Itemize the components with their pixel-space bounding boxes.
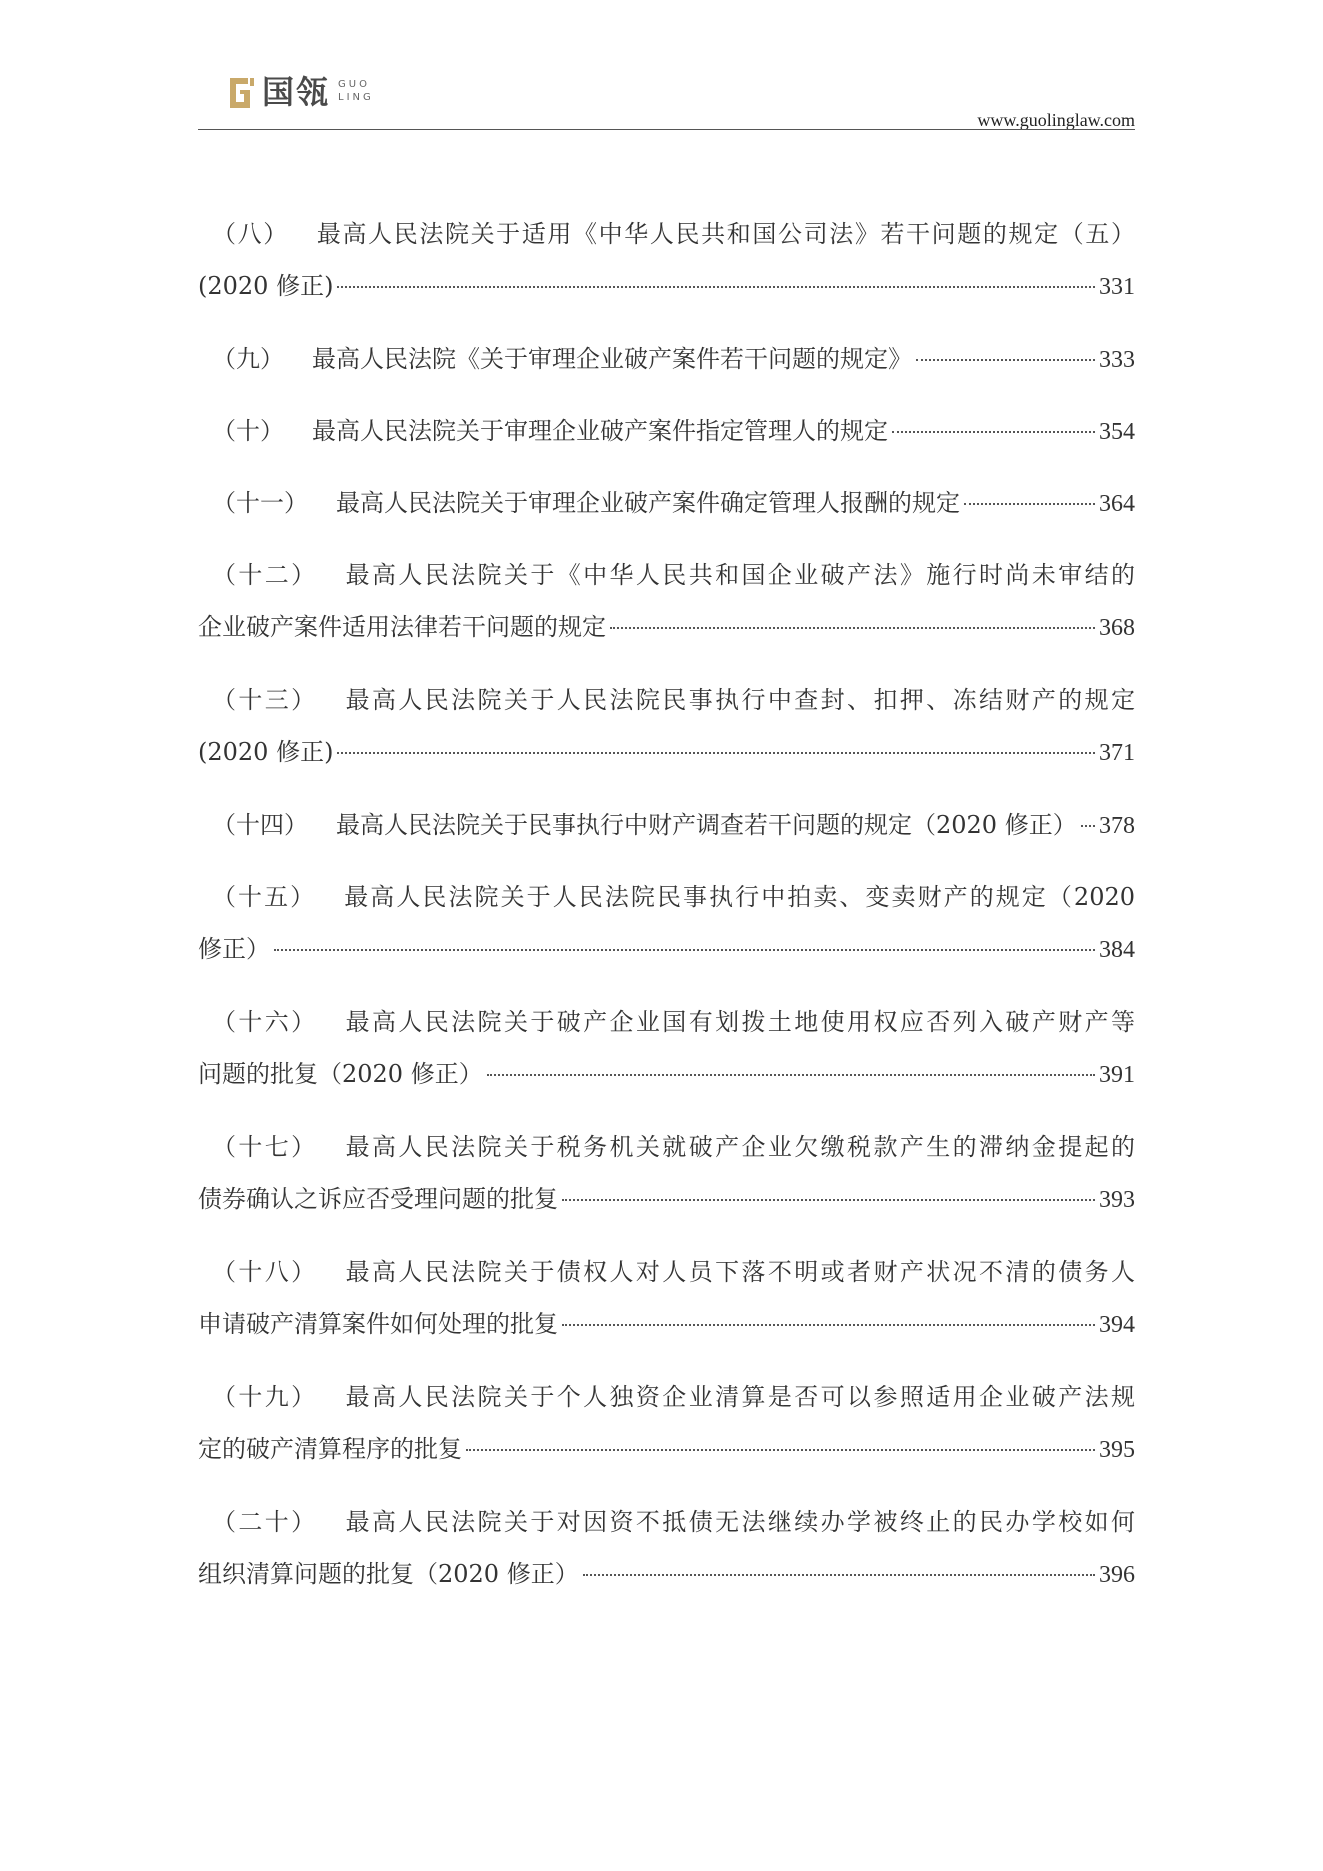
toc-entry-last-line (198, 1048, 1135, 1101)
toc-entry-title: 最高人民法院关于审理企业破产案件确定管理人报酬的规定 (336, 489, 960, 517)
toc-entry-number: （八） (212, 220, 289, 248)
dot-leader (583, 1574, 1095, 1576)
toc-entry-title: 最高人民法院关于民事执行中财产调查若干问题的规定（2020 修正） (336, 811, 1077, 839)
toc-entry-title: (2020 修正) (198, 272, 334, 300)
toc-page-number: 331 (1099, 274, 1135, 300)
toc-page-number: 396 (1099, 1562, 1135, 1588)
toc-entry-number: （十一） (212, 489, 308, 517)
toc-entry-title: 最高人民法院关于《中华人民共和国企业破产法》施行时尚未审结的 (345, 561, 1136, 589)
dot-leader (487, 1074, 1095, 1076)
toc-entry-number: （二十） (212, 1508, 318, 1536)
toc-entry-title: 最高人民法院关于税务机关就破产企业欠缴税款产生的滞纳金提起的 (345, 1133, 1136, 1161)
toc-entry-last-line (198, 799, 1135, 852)
header-divider (198, 129, 1135, 130)
toc-entry-first-line (198, 1371, 1135, 1423)
toc-entry-first-line (198, 1496, 1135, 1548)
toc-entry-last-line (198, 1423, 1135, 1476)
toc-page-number: 378 (1099, 813, 1135, 839)
toc-entry-title: 最高人民法院关于人民法院民事执行中拍卖、变卖财产的规定（2020 (344, 883, 1136, 911)
toc-entry-last-line (198, 477, 1135, 530)
page-header (198, 62, 1135, 132)
toc-entry-last-line (198, 1548, 1135, 1601)
logo-chinese-name: 国瓴 (262, 73, 331, 111)
toc-entry-title: 定的破产清算程序的批复 (198, 1435, 462, 1463)
toc-page-number: 395 (1099, 1437, 1135, 1463)
toc-entry-last-line (198, 405, 1135, 458)
toc-entry-title: 最高人民法院关于对因资不抵债无法继续办学被终止的民办学校如何 (345, 1508, 1136, 1536)
toc-entry-title: 最高人民法院关于审理企业破产案件指定管理人的规定 (312, 417, 888, 445)
toc-entry-title: 最高人民法院关于破产企业国有划拨土地使用权应否列入破产财产等 (345, 1008, 1136, 1036)
logo-english-name (338, 78, 374, 104)
toc-entry-title: (2020 修正) (198, 738, 334, 766)
dot-leader (610, 627, 1095, 629)
dot-leader (1081, 825, 1095, 827)
dot-leader (466, 1449, 1095, 1451)
toc-entry[interactable] (198, 1496, 1135, 1601)
toc-entry-first-line (198, 674, 1135, 726)
toc-entry-last-line (198, 1173, 1135, 1226)
toc-page-number: 368 (1099, 615, 1135, 641)
toc-entry-number: （十二） (212, 561, 318, 589)
toc-entry-last-line (198, 260, 1135, 313)
toc-entry-title: 最高人民法院关于债权人对人员下落不明或者财产状况不清的债务人 (345, 1258, 1136, 1286)
toc-page-number: 393 (1099, 1187, 1135, 1213)
toc-page-number: 384 (1099, 937, 1135, 963)
toc-page-number: 391 (1099, 1062, 1135, 1088)
toc-entry-number: （十五） (212, 883, 317, 911)
toc-entry-title: 修正） (198, 935, 270, 963)
toc-entry[interactable] (198, 477, 1135, 530)
toc-entry[interactable] (198, 549, 1135, 654)
toc-entry-title: 组织清算问题的批复（2020 修正） (198, 1560, 579, 1588)
toc-page-number: 394 (1099, 1312, 1135, 1338)
toc-entry-title: 最高人民法院关于人民法院民事执行中查封、扣押、冻结财产的规定 (345, 686, 1136, 714)
toc-entry-last-line (198, 1298, 1135, 1351)
toc-entry-number: （十四） (212, 811, 308, 839)
dot-leader (337, 752, 1095, 754)
toc-entry-number: （九） (212, 345, 284, 373)
toc-entry-title: 申请破产清算案件如何处理的批复 (198, 1310, 558, 1338)
toc-entry[interactable] (198, 405, 1135, 458)
dot-leader (274, 949, 1095, 951)
toc-entry-first-line (198, 871, 1135, 923)
logo-english-bottom: LING (338, 92, 374, 103)
toc-entry-last-line (198, 601, 1135, 654)
dot-leader (916, 359, 1095, 361)
toc-entry-title: 最高人民法院《关于审理企业破产案件若干问题的规定》 (312, 345, 912, 373)
toc-entry-first-line (198, 1246, 1135, 1298)
toc-entry-number: （十三） (212, 686, 318, 714)
toc-entry-first-line (198, 1121, 1135, 1173)
toc-entry-title: 最高人民法院关于个人独资企业清算是否可以参照适用企业破产法规 (345, 1383, 1136, 1411)
toc-entry-last-line (198, 923, 1135, 976)
toc-entry-number: （十八） (212, 1258, 318, 1286)
toc-entry[interactable] (198, 208, 1135, 313)
dot-leader (337, 286, 1095, 288)
toc-page-number: 354 (1099, 419, 1135, 445)
dot-leader (562, 1324, 1095, 1326)
dot-leader (892, 431, 1095, 433)
dot-leader (562, 1199, 1095, 1201)
toc-entry-first-line (198, 208, 1135, 260)
toc-entry-title: 问题的批复（2020 修正） (198, 1060, 483, 1088)
toc-entry-last-line (198, 726, 1135, 779)
website-url[interactable]: www.guolinglaw.com (977, 110, 1135, 130)
toc-entry[interactable] (198, 674, 1135, 779)
toc-page-number: 371 (1099, 740, 1135, 766)
toc-entry[interactable] (198, 996, 1135, 1101)
toc-entry-first-line (198, 549, 1135, 601)
toc-page-number: 333 (1099, 347, 1135, 373)
toc-entry[interactable] (198, 799, 1135, 852)
toc-entry[interactable] (198, 1121, 1135, 1226)
logo-english-top: GUO (338, 79, 370, 90)
toc-entry[interactable] (198, 333, 1135, 386)
toc-entry-number: （十九） (212, 1383, 318, 1411)
toc-entry-number: （十） (212, 417, 284, 445)
toc-entry[interactable] (198, 1371, 1135, 1476)
toc-entry-first-line (198, 996, 1135, 1048)
table-of-contents (198, 208, 1135, 1621)
toc-entry-title: 企业破产案件适用法律若干问题的规定 (198, 613, 606, 641)
guoling-logo (226, 72, 374, 112)
toc-entry-last-line (198, 333, 1135, 386)
guoling-logo-icon (226, 72, 256, 112)
toc-entry[interactable] (198, 871, 1135, 976)
toc-entry[interactable] (198, 1246, 1135, 1351)
toc-page-number: 364 (1099, 491, 1135, 517)
toc-entry-title: 债券确认之诉应否受理问题的批复 (198, 1185, 558, 1213)
toc-entry-number: （十六） (212, 1008, 318, 1036)
toc-entry-title: 最高人民法院关于适用《中华人民共和国公司法》若干问题的规定（五） (316, 220, 1136, 248)
toc-entry-number: （十七） (212, 1133, 318, 1161)
dot-leader (964, 503, 1095, 505)
